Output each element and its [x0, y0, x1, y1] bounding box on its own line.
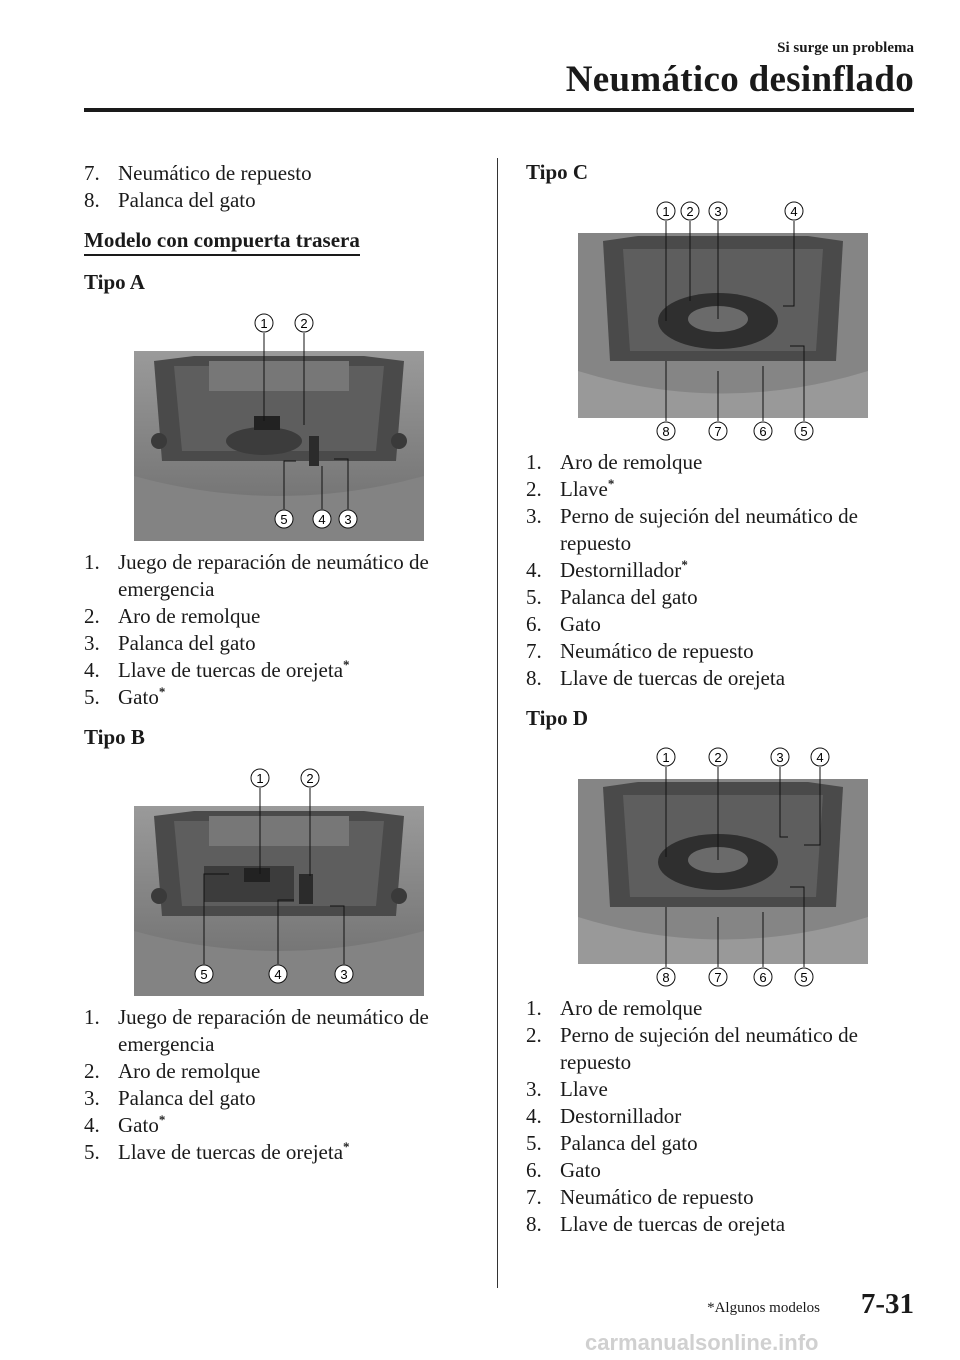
list-item [84, 160, 484, 187]
callout-5 [195, 965, 213, 983]
tipo-d-heading: Tipo D [526, 706, 589, 730]
callout-3 [771, 748, 789, 766]
list-item [526, 611, 926, 638]
svg-text:1: 1 [256, 771, 264, 786]
list-item [526, 1184, 926, 1211]
list-item-text: Gato [118, 1113, 159, 1137]
tipo-d-figure [578, 737, 926, 987]
list-item-number: 2. [526, 1023, 542, 1047]
svg-text:7: 7 [714, 970, 722, 985]
svg-text:3: 3 [776, 750, 784, 765]
intro-list [84, 160, 484, 214]
list-item [84, 187, 484, 214]
list-item-number: 5. [84, 1140, 100, 1164]
list-item-text: Llave de tuercas de orejeta [118, 658, 344, 682]
header-rule [84, 108, 914, 112]
list-item-text: Neumático de repuesto [560, 1185, 754, 1209]
callout-8 [657, 968, 675, 986]
list-item [84, 657, 484, 684]
callout-3 [339, 510, 357, 528]
list-item [526, 1157, 926, 1184]
svg-text:2: 2 [300, 316, 308, 331]
svg-text:4: 4 [790, 204, 798, 219]
footnote: *Algunos modelos [707, 1300, 820, 1316]
list-item [526, 476, 926, 503]
list-item-number: 4. [526, 1104, 542, 1128]
list-item-text: Gato [560, 612, 601, 636]
svg-text:5: 5 [200, 967, 208, 982]
list-item [526, 1130, 926, 1157]
list-item-number: 1. [84, 1005, 100, 1029]
list-item [526, 665, 926, 692]
tipo-c-list [526, 449, 926, 692]
list-item-number: 6. [526, 1158, 542, 1182]
footnote-marker: * [343, 657, 350, 672]
tipo-c-heading: Tipo C [526, 160, 589, 184]
tipo-a-list [84, 549, 484, 711]
tipo-c-trunk-illustration [578, 191, 868, 441]
list-item [526, 1211, 926, 1238]
callout-4 [269, 965, 287, 983]
svg-text:3: 3 [714, 204, 722, 219]
tipo-b-figure [134, 756, 484, 996]
callout-2 [301, 769, 319, 787]
callout-2 [709, 748, 727, 766]
svg-text:4: 4 [816, 750, 824, 765]
list-item-text: Aro de remolque [118, 1059, 261, 1083]
footnote-marker: * [681, 557, 688, 572]
svg-text:1: 1 [662, 204, 670, 219]
tipo-a-heading: Tipo A [84, 270, 145, 294]
svg-text:5: 5 [800, 970, 808, 985]
svg-text:6: 6 [759, 424, 767, 439]
svg-text:8: 8 [662, 970, 670, 985]
list-item-text: Aro de remolque [560, 996, 703, 1020]
list-item-number: 8. [526, 1212, 542, 1236]
tipo-b-list [84, 1004, 484, 1166]
footnote-marker: * [158, 684, 166, 699]
callout-4 [785, 202, 803, 220]
section-heading: Modelo con compuerta trasera [84, 228, 360, 256]
list-item-number: 5. [526, 585, 542, 609]
callout-1 [255, 314, 273, 332]
list-item-number: 1. [526, 450, 542, 474]
list-item-text: Destornillador [560, 1104, 682, 1128]
list-item-text: Juego de reparación de neumático de [118, 1005, 429, 1029]
svg-text:8: 8 [662, 424, 670, 439]
list-item [84, 684, 484, 711]
list-item-text: Destornillador [560, 558, 682, 582]
tipo-a-trunk-illustration [134, 301, 424, 541]
callout-5 [795, 968, 813, 986]
tipo-b-trunk-illustration [134, 756, 424, 996]
page-number: 7-31 [860, 1288, 914, 1320]
list-item [84, 1112, 484, 1139]
list-item [526, 503, 926, 557]
list-item-number: 5. [526, 1131, 542, 1155]
list-item [84, 1004, 484, 1058]
list-item-continuation: repuesto [560, 531, 632, 555]
svg-text:3: 3 [340, 967, 348, 982]
svg-text:7: 7 [714, 424, 722, 439]
callout-7 [709, 968, 727, 986]
list-item-continuation: emergencia [118, 1032, 215, 1056]
footnote-marker: * [343, 1139, 350, 1154]
list-item-number: 3. [526, 1077, 542, 1101]
list-item-number: 3. [84, 1086, 100, 1110]
callout-7 [709, 422, 727, 440]
callout-3 [335, 965, 353, 983]
list-item-text: Perno de sujeción del neumático de [560, 1023, 858, 1047]
callout-4 [811, 748, 829, 766]
list-item [84, 549, 484, 603]
callout-3 [709, 202, 727, 220]
list-item-number: 2. [526, 477, 542, 501]
list-item-number: 4. [84, 658, 100, 682]
svg-text:5: 5 [800, 424, 808, 439]
callout-8 [657, 422, 675, 440]
list-item-text: Aro de remolque [560, 450, 703, 474]
svg-text:4: 4 [318, 512, 326, 527]
page-title: Neumático desinflado [565, 59, 914, 100]
section-label: Si surge un problema [777, 40, 914, 56]
list-item [526, 1022, 926, 1076]
callout-1 [657, 202, 675, 220]
list-item-number: 1. [84, 550, 100, 574]
list-item [84, 1058, 484, 1085]
list-item-number: 6. [526, 612, 542, 636]
list-item-number: 7. [84, 161, 100, 185]
list-item-text: Gato [118, 685, 159, 709]
list-item-number: 5. [84, 685, 100, 709]
list-item-continuation: repuesto [560, 1050, 632, 1074]
callout-6 [754, 968, 772, 986]
list-item-text: Llave de tuercas de orejeta [560, 666, 786, 690]
tipo-b-heading: Tipo B [84, 725, 145, 749]
list-item-number: 4. [526, 558, 542, 582]
list-item [526, 1103, 926, 1130]
svg-text:6: 6 [759, 970, 767, 985]
list-item-text: Llave [560, 1077, 608, 1101]
list-item-number: 3. [526, 504, 542, 528]
list-item-text: Palanca del gato [118, 188, 256, 212]
list-item [526, 1076, 926, 1103]
repair-kit-shape [254, 416, 280, 430]
callout-2 [681, 202, 699, 220]
list-item-number: 8. [526, 666, 542, 690]
callout-5 [275, 510, 293, 528]
column-divider [497, 158, 498, 1288]
svg-text:2: 2 [686, 204, 694, 219]
list-item-number: 7. [526, 1185, 542, 1209]
list-item-text: Palanca del gato [560, 1131, 698, 1155]
callout-1 [251, 769, 269, 787]
list-item-text: Juego de reparación de neumático de [118, 550, 429, 574]
list-item-continuation: emergencia [118, 577, 215, 601]
list-item [526, 557, 926, 584]
list-item [84, 1139, 484, 1166]
list-item [526, 995, 926, 1022]
callout-4 [313, 510, 331, 528]
svg-text:4: 4 [274, 967, 282, 982]
list-item-text: Llave de tuercas de orejeta [118, 1140, 344, 1164]
tipo-c-figure [578, 191, 926, 441]
list-item-text: Llave [560, 477, 608, 501]
list-item-number: 2. [84, 1059, 100, 1083]
tipo-d-trunk-illustration [578, 737, 868, 987]
list-item [84, 630, 484, 657]
list-item-text: Gato [560, 1158, 601, 1182]
tipo-d-list [526, 995, 926, 1238]
list-item-number: 1. [526, 996, 542, 1020]
left-column [84, 160, 484, 1166]
tipo-a-figure [134, 301, 484, 541]
list-item [84, 603, 484, 630]
callout-2 [295, 314, 313, 332]
svg-text:3: 3 [344, 512, 352, 527]
list-item-number: 2. [84, 604, 100, 628]
list-item-text: Palanca del gato [118, 631, 256, 655]
list-item-text: Perno de sujeción del neumático de [560, 504, 858, 528]
watermark: carmanualsonline.info [585, 1330, 819, 1355]
list-item-text: Palanca del gato [118, 1086, 256, 1110]
callout-5 [795, 422, 813, 440]
right-column [526, 160, 926, 1238]
list-item-number: 7. [526, 639, 542, 663]
list-item-number: 4. [84, 1113, 100, 1137]
svg-text:2: 2 [306, 771, 314, 786]
svg-text:2: 2 [714, 750, 722, 765]
footnote-marker: * [158, 1112, 166, 1127]
list-item-text: Llave de tuercas de orejeta [560, 1212, 786, 1236]
list-item-number: 8. [84, 188, 100, 212]
footnote-marker: * [607, 476, 615, 491]
svg-text:5: 5 [280, 512, 288, 527]
list-item-text: Neumático de repuesto [118, 161, 312, 185]
list-item-text: Neumático de repuesto [560, 639, 754, 663]
list-item-text: Palanca del gato [560, 585, 698, 609]
list-item [526, 638, 926, 665]
svg-text:1: 1 [260, 316, 268, 331]
list-item-number: 3. [84, 631, 100, 655]
list-item [526, 584, 926, 611]
callout-6 [754, 422, 772, 440]
list-item-text: Aro de remolque [118, 604, 261, 628]
callout-1 [657, 748, 675, 766]
list-item [526, 449, 926, 476]
svg-text:1: 1 [662, 750, 670, 765]
list-item [84, 1085, 484, 1112]
